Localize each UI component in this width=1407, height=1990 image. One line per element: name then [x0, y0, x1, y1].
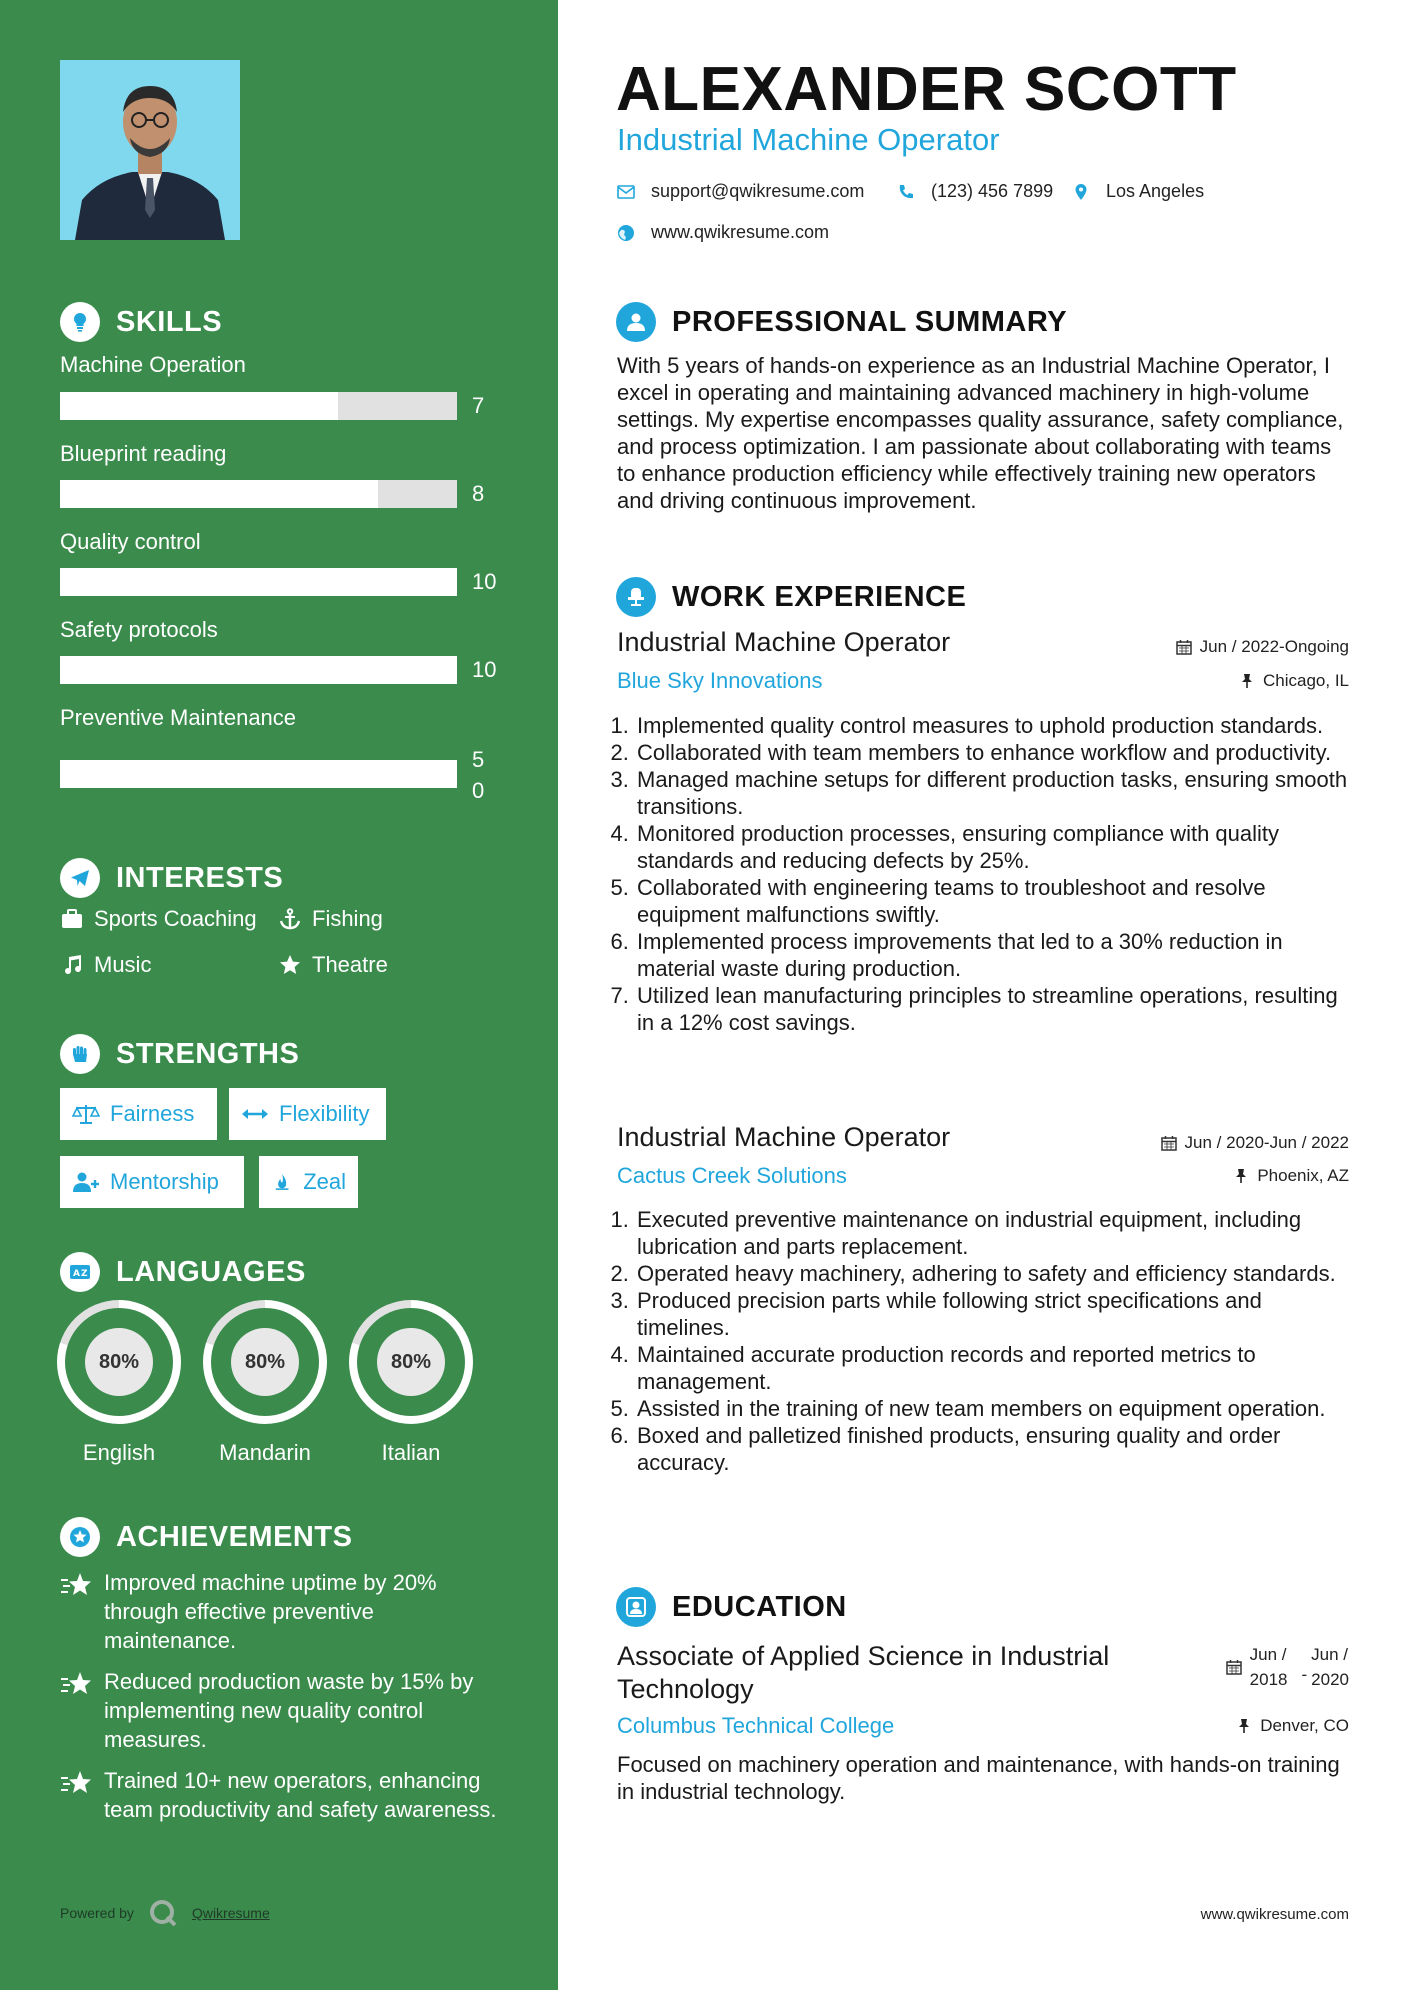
school-name: Columbus Technical College — [617, 1713, 895, 1738]
interest-item — [60, 952, 151, 978]
job-dates-text: Jun / 2022-Ongoing — [1199, 637, 1349, 656]
phone-text[interactable]: (123) 456 7899 — [931, 181, 1054, 201]
calendar-icon — [1176, 639, 1192, 655]
education-end — [1311, 1642, 1349, 1692]
translate-icon — [60, 1252, 100, 1292]
star-sparkle-icon — [60, 1669, 94, 1699]
achievement-text: Reduced production waste by 15% by implementing new quality control measures. — [104, 1669, 474, 1752]
language-ring-inner — [357, 1308, 465, 1416]
briefcase-icon — [616, 577, 656, 617]
powered-by — [60, 1898, 270, 1928]
scale-icon — [72, 1103, 100, 1125]
achievements-heading — [60, 1517, 352, 1557]
education-heading — [616, 1587, 847, 1627]
education-start — [1250, 1642, 1288, 1692]
phone-icon — [897, 183, 915, 201]
language-ring — [203, 1300, 327, 1424]
skill-value: 5 0 — [472, 747, 485, 803]
pushpin-icon — [1239, 673, 1255, 689]
job-location-text: Phoenix, AZ — [1257, 1166, 1349, 1185]
job-bullet: 7. Utilized lean manufacturing principles to streamline operations, resulting in a 12% cost savings. — [635, 982, 1353, 1036]
skill-value: 10 — [472, 569, 497, 594]
skill-name: Safety protocols — [60, 617, 218, 642]
powered-by-label: Powered by — [60, 1905, 134, 1921]
job-location — [1233, 1166, 1349, 1186]
job-bullet: 5. Collaborated with engineering teams to troubleshoot and resolve equipment malfunctions swiftly. — [635, 874, 1353, 928]
briefcase-icon — [60, 907, 84, 931]
job-dates — [1176, 637, 1349, 657]
job-location-text: Chicago, IL — [1263, 671, 1349, 690]
degree-title — [617, 1640, 1109, 1706]
achievement-item — [60, 1667, 510, 1754]
job-bullet: 1. Implemented quality control measures to uphold production standards. — [635, 712, 1353, 739]
interest-label: Fishing — [312, 906, 383, 931]
skill-name: Quality control — [60, 529, 201, 554]
user-plus-icon — [72, 1171, 100, 1193]
arrows-icon — [241, 1103, 269, 1125]
pushpin-icon — [1233, 1168, 1249, 1184]
interests-title: INTERESTS — [116, 861, 284, 894]
star-icon — [278, 953, 302, 977]
education-location — [1236, 1716, 1349, 1736]
interest-item — [60, 906, 257, 932]
job-location — [1239, 671, 1349, 691]
contact-email — [617, 181, 864, 202]
contact-website — [617, 222, 829, 243]
job-bullet: 4. Monitored production processes, ensuring compliance with quality standards and reducing defects by 25%. — [635, 820, 1353, 874]
qwikresume-link[interactable]: Qwikresume — [191, 1905, 270, 1921]
skill-bar — [60, 656, 457, 684]
strength-chip — [229, 1088, 386, 1140]
languages-heading — [60, 1252, 306, 1292]
degree-line-2: Technology — [617, 1674, 754, 1704]
globe-icon — [617, 224, 635, 242]
job-bullet: 2. Operated heavy machinery, adhering to safety and efficiency standards. — [635, 1260, 1353, 1287]
skill-bar — [60, 480, 457, 508]
svg-text:A: A — [73, 1269, 80, 1279]
job-bullet: 4. Maintained accurate production records and reported metrics to management. — [635, 1341, 1353, 1395]
strength-chip — [60, 1156, 244, 1208]
job-company: Blue Sky Innovations — [617, 668, 823, 693]
skill-bar-fill — [60, 568, 457, 596]
strengths-title: STRENGTHS — [116, 1037, 300, 1070]
svg-text:Z: Z — [81, 1269, 88, 1279]
skill-bar-fill — [60, 656, 457, 684]
language-item — [203, 1300, 327, 1466]
education-title: EDUCATION — [672, 1590, 847, 1623]
education-start-year: 2018 — [1249, 1670, 1288, 1689]
job-bullet: 3. Managed machine setups for different production tasks, ensuring smooth transitions. — [635, 766, 1353, 820]
skill-value: 8 — [472, 481, 485, 506]
education-description: Focused on machinery operation and maintenance, with hands-on training in industrial technology. — [617, 1752, 1340, 1804]
job-bullet: 5. Assisted in the training of new team members on equipment operation. — [635, 1395, 1353, 1422]
skill-value: 10 — [472, 657, 497, 682]
skill-bar — [60, 760, 457, 788]
job-bullet: 6. Boxed and palletized finished products, ensuring quality and order accuracy. — [635, 1422, 1353, 1476]
strength-label: Flexibility — [279, 1101, 370, 1126]
interest-item — [278, 952, 388, 978]
language-item — [57, 1300, 181, 1466]
strength-label: Zeal — [303, 1169, 346, 1194]
interests-heading — [60, 858, 283, 898]
skill-value: 7 — [472, 393, 485, 418]
interest-label: Theatre — [312, 952, 388, 977]
education-date-separator: - — [1301, 1665, 1308, 1684]
email-text[interactable]: support@qwikresume.com — [651, 181, 865, 201]
language-item — [349, 1300, 473, 1466]
skill-bar — [60, 568, 457, 596]
footer-url[interactable]: www.qwikresume.com — [1200, 1906, 1349, 1923]
language-name: Mandarin — [219, 1440, 311, 1465]
experience-heading — [616, 577, 966, 617]
education-location-text: Denver, CO — [1260, 1716, 1349, 1735]
interest-label: Sports Coaching — [94, 906, 257, 931]
job-title: Industrial Machine Operator — [617, 1122, 951, 1152]
language-percent: 80% — [231, 1328, 299, 1396]
paper-plane-icon — [60, 858, 100, 898]
education-end-year: 2020 — [1311, 1670, 1349, 1689]
achievement-item — [60, 1568, 510, 1655]
website-text[interactable]: www.qwikresume.com — [651, 222, 830, 242]
lightbulb-icon — [60, 302, 100, 342]
skill-name: Machine Operation — [60, 352, 246, 377]
star-sparkle-icon — [60, 1768, 94, 1798]
job-company: Cactus Creek Solutions — [617, 1163, 847, 1188]
job-bullet: 2. Collaborated with team members to enhance workflow and productivity. — [635, 739, 1353, 766]
experience-title: WORK EXPERIENCE — [672, 580, 967, 613]
strength-chip — [259, 1156, 358, 1208]
degree-line-1: Associate of Applied Science in Industrial — [617, 1641, 1110, 1671]
job-bullet: 1. Executed preventive maintenance on industrial equipment, including lubrication and parts replacement. — [635, 1206, 1353, 1260]
map-pin-icon — [1072, 183, 1090, 201]
language-name: English — [82, 1440, 156, 1465]
summary-text: With 5 years of hands-on experience as an Industrial Machine Operator, I excel in operating and maintaining advanced machinery in high-volume settings. My expertise encompasses quality assurance, safety compliance, and process optimization. I am passionate about collaborating with teams to enhance production efficiency while effectively training new operators and driving continuous improvement. — [617, 353, 1344, 513]
job-dates-text: Jun / 2020-Jun / 2022 — [1184, 1133, 1349, 1152]
education-dates — [1226, 1642, 1349, 1692]
education-end-month: Jun / — [1311, 1645, 1349, 1664]
skill-bar — [60, 392, 457, 420]
achievement-item — [60, 1766, 510, 1824]
candidate-title: Industrial Machine Operator — [617, 122, 1000, 157]
location-text: Los Angeles — [1106, 181, 1205, 201]
languages-title: LANGUAGES — [116, 1255, 306, 1288]
language-ring-inner — [65, 1308, 173, 1416]
star-badge-icon — [60, 1517, 100, 1557]
strength-label: Mentorship — [110, 1169, 219, 1194]
skill-bar-fill — [60, 392, 338, 420]
language-percent: 80% — [85, 1328, 153, 1396]
language-percent: 80% — [377, 1328, 445, 1396]
star-sparkle-icon — [60, 1570, 94, 1600]
skill-name: Preventive Maintenance — [60, 705, 297, 730]
strength-label: Fairness — [110, 1101, 195, 1126]
qwikresume-logo-icon — [148, 1898, 178, 1928]
profile-photo — [60, 60, 240, 240]
language-ring — [349, 1300, 473, 1424]
language-name: Italian — [381, 1440, 441, 1465]
anchor-icon — [278, 907, 302, 931]
skill-bar-fill — [60, 760, 457, 788]
education-start-month: Jun / — [1249, 1645, 1287, 1664]
strength-chip — [60, 1088, 217, 1140]
achievement-text: Trained 10+ new operators, enhancing team productivity and safety awareness. — [104, 1768, 497, 1822]
envelope-icon — [617, 183, 635, 201]
achievements-title: ACHIEVEMENTS — [116, 1520, 353, 1553]
contact-location — [1072, 181, 1204, 202]
graduate-icon — [616, 1587, 656, 1627]
sidebar — [0, 0, 558, 1990]
calendar-icon — [1161, 1135, 1177, 1151]
contact-phone — [897, 181, 1053, 202]
calendar-icon — [1226, 1659, 1242, 1675]
skill-name: Blueprint reading — [60, 441, 227, 466]
language-ring-inner — [211, 1308, 319, 1416]
hand-fist-icon — [60, 1034, 100, 1074]
interest-label: Music — [94, 952, 152, 977]
summary-heading — [616, 302, 1067, 342]
job-dates — [1161, 1133, 1349, 1153]
job-bullets — [617, 712, 1353, 1036]
job-bullet: 6. Implemented process improvements that led to a 30% reduction in material waste during production. — [635, 928, 1353, 982]
language-ring — [57, 1300, 181, 1424]
interest-item — [278, 906, 383, 932]
job-bullet: 3. Produced precision parts while following strict specifications and timelines. — [635, 1287, 1353, 1341]
achievement-text: Improved machine uptime by 20% through effective preventive maintenance. — [104, 1570, 437, 1653]
skills-heading — [60, 302, 222, 342]
music-icon — [60, 953, 84, 977]
avatar-illustration — [60, 60, 240, 240]
job-bullets — [617, 1206, 1353, 1476]
pushpin-icon — [1236, 1718, 1252, 1734]
strengths-heading — [60, 1034, 299, 1074]
candidate-name: ALEXANDER SCOTT — [616, 55, 1237, 124]
skill-bar-fill — [60, 480, 378, 508]
user-icon — [616, 302, 656, 342]
summary-title: PROFESSIONAL SUMMARY — [672, 305, 1068, 338]
fire-icon — [271, 1171, 293, 1193]
job-title: Industrial Machine Operator — [617, 627, 951, 657]
skills-title: SKILLS — [116, 305, 223, 338]
